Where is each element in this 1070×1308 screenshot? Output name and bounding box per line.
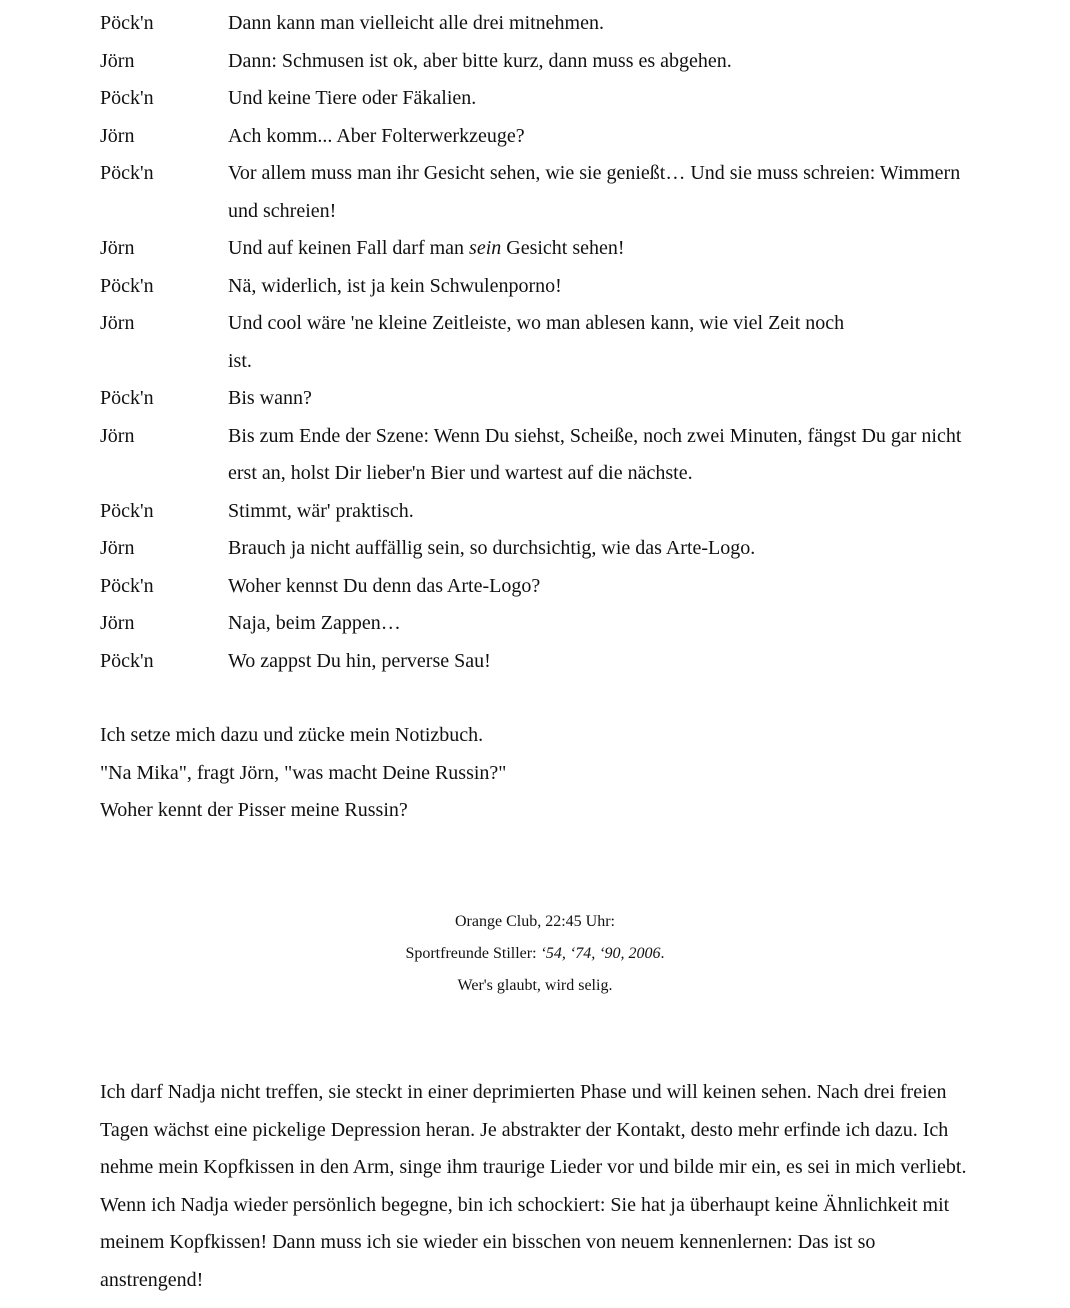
emphasis-text: sein [469, 237, 502, 259]
narration-line: "Na Mika", fragt Jörn, "was macht Deine Russin?" [100, 761, 507, 784]
narration-line: Woher kennt der Pisser meine Russin? [100, 799, 408, 821]
dialogue-line: Dann kann man vielleicht alle drei mitnehmen. [228, 12, 604, 34]
speaker-name: Pöck'n [100, 574, 154, 597]
speaker-name: Pöck'n [100, 274, 154, 297]
dialogue-line: Brauch ja nicht auffällig sein, so durchsichtig, wie das Arte-Logo. [228, 537, 756, 559]
dialogue-line: Woher kennst Du denn das Arte-Logo? [228, 574, 541, 597]
caption-band-name: Sportfreunde Stiller: [405, 945, 541, 962]
dialogue-row [0, 155, 1070, 230]
caption-location: Orange Club, 22:45 Uhr: [455, 913, 615, 930]
dialogue-row [0, 305, 1070, 380]
line-text: Gesicht sehen! [501, 237, 625, 259]
speaker-name: Jörn [100, 312, 135, 334]
body-paragraph: Ich darf Nadja nicht treffen, sie steckt in einer deprimierten Phase und will keinen sehen. Nach drei freien Tagen wächst eine pickelige Depression heran. Je abstrakter der Kontakt, desto mehr erfinde ich dazu. Ich nehme mein Kopfkissen in den Arm, singe ihm traurige Lieder vor und bilde mir ein, es sei in mich verliebt. Wenn ich Nadja wieder persönlich begegne, bin ich schockiert: Sie hat ja überhaupt keine Ähnlichkeit mit meinem Kopfkissen! Dann muss ich sie wieder ein bisschen von neuem kennenlernen: Das ist so anstrengend! [100, 1081, 967, 1291]
dialogue-line [228, 230, 968, 268]
scene-caption [0, 906, 1070, 1002]
dialogue-line: Naja, beim Zappen… [228, 612, 401, 634]
dialogue-row [0, 230, 1070, 268]
dialogue-row [0, 43, 1070, 81]
dialogue-line: Und keine Tiere oder Fäkalien. [228, 87, 477, 109]
dialogue-line: Wo zappst Du hin, perverse Sau! [228, 649, 491, 672]
dialogue-row [0, 80, 1070, 118]
dialogue-row [0, 118, 1070, 156]
speaker-name: Pöck'n [100, 162, 154, 184]
dialogue-line: Ach komm... Aber Folterwerkzeuge? [228, 124, 525, 147]
caption-years: ‘54, ‘74, ‘90, 2006 [540, 945, 661, 962]
dialogue-row [0, 605, 1070, 643]
dialogue-line: Dann: Schmusen ist ok, aber bitte kurz, dann muss es abgehen. [228, 49, 732, 72]
dialogue-row [0, 530, 1070, 568]
caption-band [0, 938, 1070, 970]
speaker-name: Jörn [100, 124, 135, 147]
dialogue-row [0, 380, 1070, 418]
speaker-name: Pöck'n [100, 649, 154, 672]
dialogue-row [0, 5, 1070, 43]
narration-block [100, 717, 970, 830]
dialogue-row [0, 643, 1070, 681]
line-text: Und auf keinen Fall darf man [228, 237, 470, 259]
speaker-name: Jörn [100, 612, 135, 634]
dialogue-line: Bis zum Ende der Szene: Wenn Du siehst, Scheiße, noch zwei Minuten, fängst Du gar nicht erst an, holst Dir lieber'n Bier und wartest auf die nächste. [228, 424, 962, 484]
speaker-name: Pöck'n [100, 12, 154, 34]
narration-line: Ich setze mich dazu und zücke mein Notizbuch. [100, 724, 484, 746]
dialogue-line: Stimmt, wär' praktisch. [228, 499, 414, 522]
dialogue-block [0, 5, 1070, 680]
dialogue-line: Und cool wäre 'ne kleine Zeitleiste, wo man ablesen kann, wie viel Zeit noch ist. [228, 312, 845, 372]
dialogue-line: Vor allem muss man ihr Gesicht sehen, wie sie genießt… Und sie muss schreien: Wimmern und schreien! [228, 162, 961, 222]
speaker-name: Pöck'n [100, 499, 154, 522]
dialogue-line: Bis wann? [228, 387, 312, 409]
dialogue-row [0, 493, 1070, 531]
speaker-name: Jörn [100, 49, 135, 72]
speaker-name: Jörn [100, 537, 135, 559]
dialogue-row [0, 418, 1070, 493]
dialogue-line: Nä, widerlich, ist ja kein Schwulenporno! [228, 274, 562, 297]
dialogue-row [0, 568, 1070, 606]
caption-remark: Wer's glaubt, wird selig. [457, 977, 613, 994]
speaker-name: Pöck'n [100, 387, 154, 409]
speaker-name: Pöck'n [100, 87, 154, 109]
speaker-name: Jörn [100, 424, 135, 447]
caption-period: . [660, 945, 665, 962]
dialogue-row [0, 268, 1070, 306]
speaker-name: Jörn [100, 237, 135, 259]
